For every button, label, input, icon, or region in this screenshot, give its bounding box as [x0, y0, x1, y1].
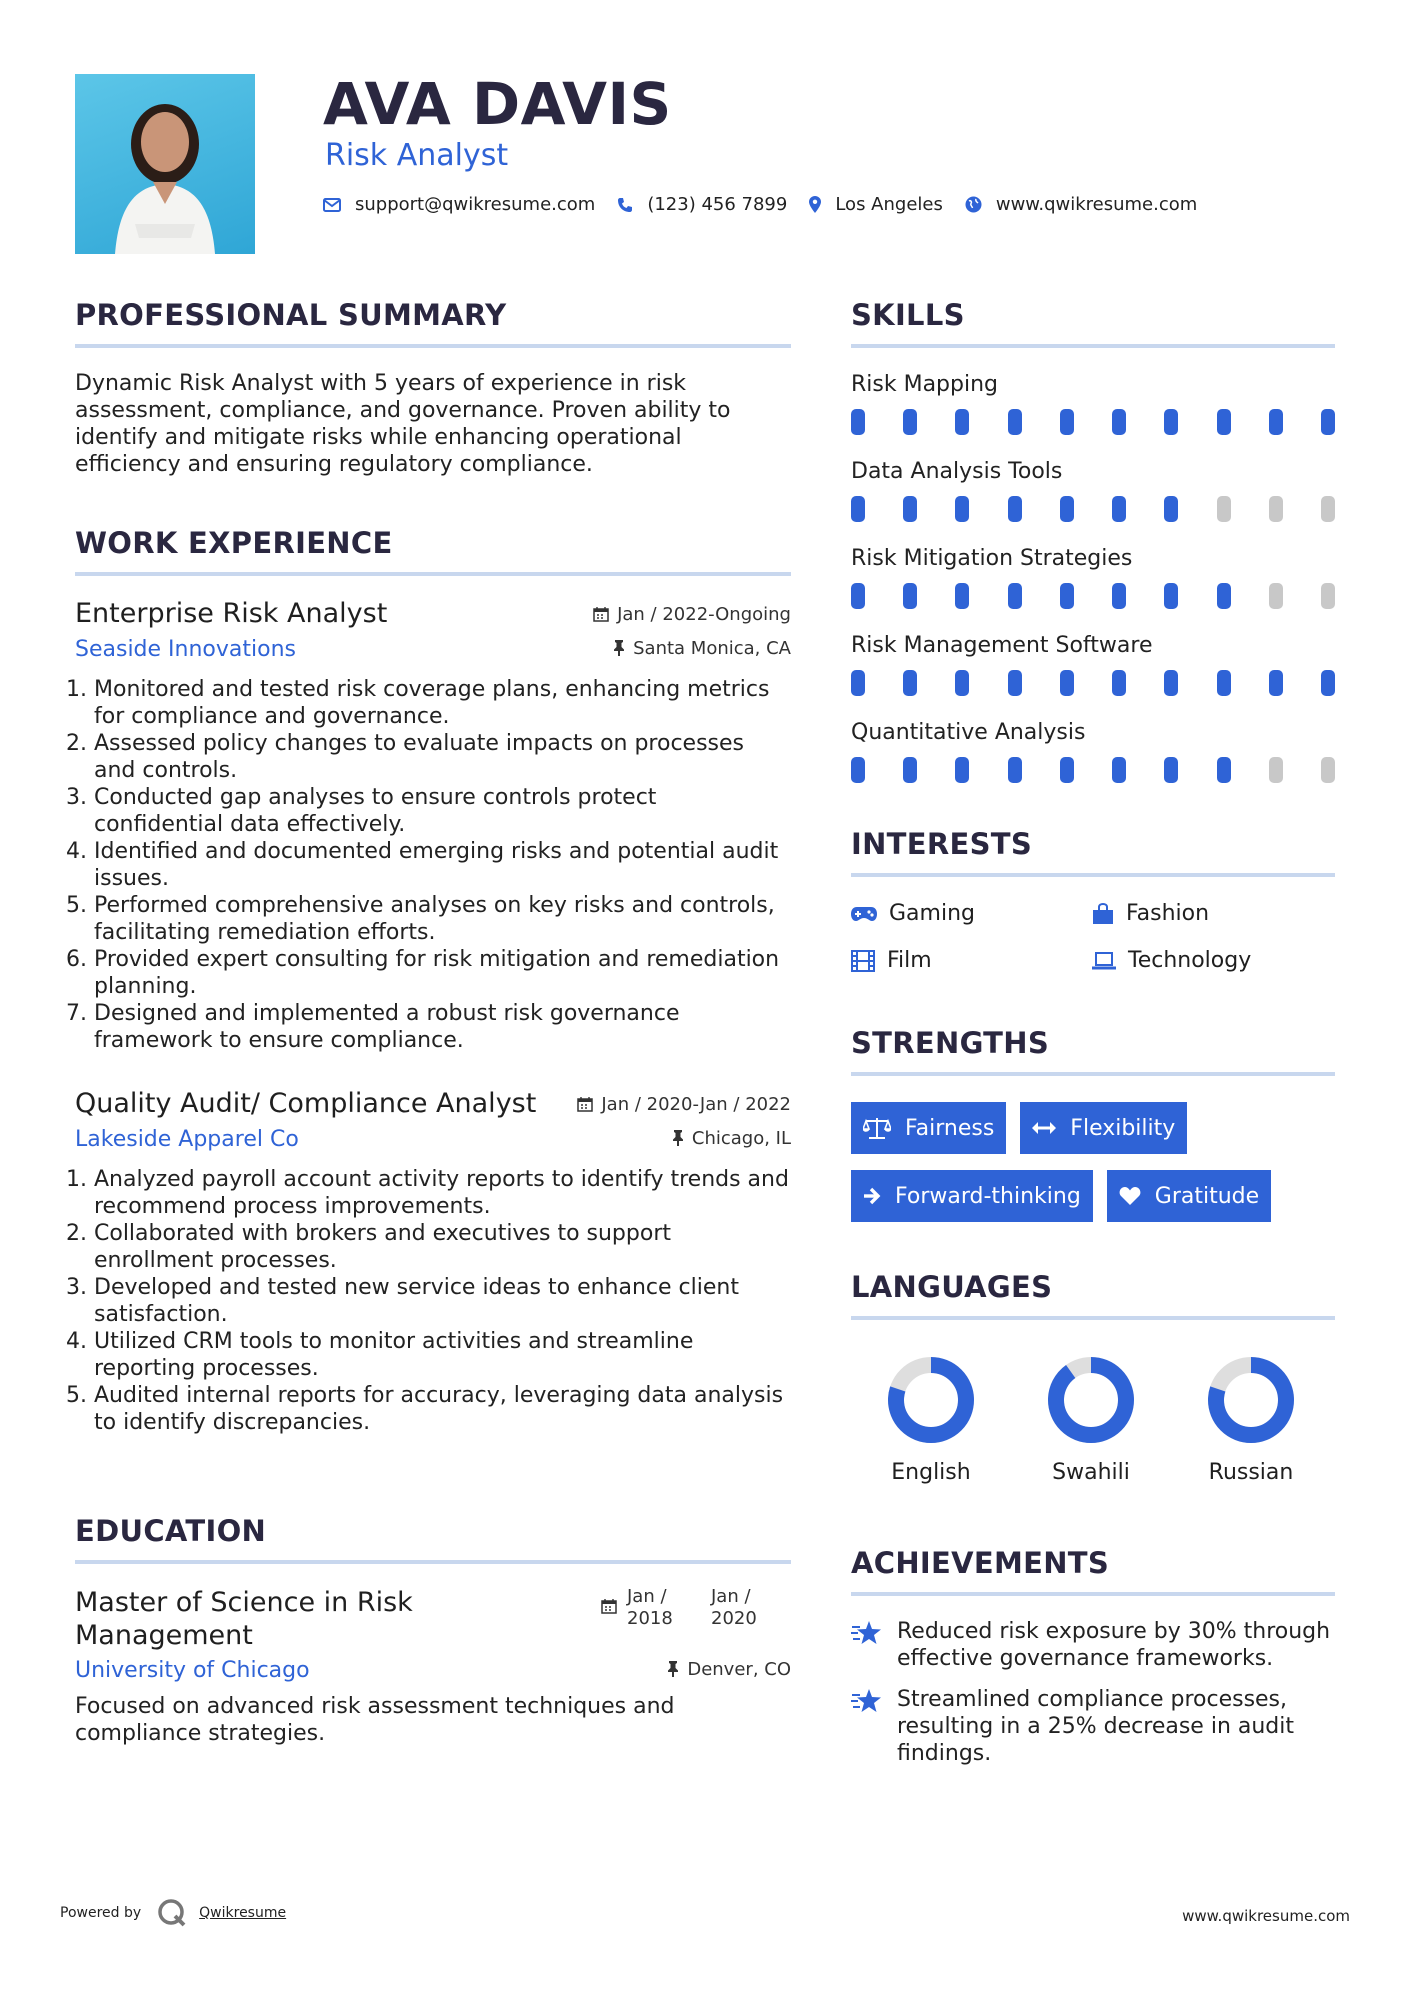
job-location: Santa Monica, CA [613, 638, 791, 659]
rating-dot-filled [1008, 757, 1022, 783]
rating-dot-filled [955, 409, 969, 435]
skill-rating [851, 496, 1335, 522]
calendar-icon [577, 1096, 593, 1112]
contact-phone[interactable] [617, 194, 787, 215]
rating-dot-filled [1008, 409, 1022, 435]
rating-dot-filled [1060, 583, 1074, 609]
rating-dot-filled [851, 409, 865, 435]
rating-dot-filled [1217, 757, 1231, 783]
language-ring [1047, 1356, 1135, 1444]
skills-heading: SKILLS [851, 298, 965, 332]
calendar-icon [601, 1598, 617, 1614]
contact-location [809, 194, 943, 215]
skill-rating [851, 583, 1335, 609]
skills-section [851, 298, 1335, 783]
strengths-heading: STRENGTHS [851, 1026, 1050, 1060]
achievements-heading: ACHIEVEMENTS [851, 1546, 1110, 1580]
email-text: support@qwikresume.com [355, 194, 596, 215]
list-item: 3. Developed and tested new service ideas to enhance client satisfaction. [94, 1274, 791, 1328]
languages-list [851, 1356, 1335, 1485]
degree-title: Master of Science in Risk Management [75, 1587, 413, 1651]
skill-rating [851, 409, 1335, 435]
list-item: 7. Designed and implemented a robust risk governance framework to ensure compliance. [94, 1000, 791, 1054]
experience-heading: WORK EXPERIENCE [75, 526, 393, 560]
language-name: Swahili [1052, 1460, 1130, 1485]
rating-dot-filled [851, 670, 865, 696]
company-name: Seaside Innovations [75, 637, 296, 662]
languages-section [851, 1270, 1335, 1485]
powered-by-text: Powered by [60, 1905, 142, 1921]
strength-tag: Fairness [851, 1102, 1006, 1154]
rating-dot-filled [1321, 670, 1335, 696]
language-item [851, 1356, 1011, 1485]
profile-photo [75, 74, 255, 254]
film-icon [851, 950, 875, 972]
pushpin-icon [672, 1130, 684, 1146]
list-item: 2. Collaborated with brokers and executives to support enrollment processes. [94, 1220, 791, 1274]
job-dates: Jan / 2022-Ongoing [593, 604, 791, 625]
rating-dot-filled [955, 496, 969, 522]
rating-dot-filled [1269, 670, 1283, 696]
job-bullets [75, 1166, 791, 1436]
location-text: Los Angeles [835, 194, 943, 215]
rating-dot-filled [955, 670, 969, 696]
rating-dot-filled [903, 409, 917, 435]
skill-rating [851, 757, 1335, 783]
rating-dot-filled [1060, 496, 1074, 522]
section-divider [851, 873, 1335, 877]
rating-dot-filled [1008, 583, 1022, 609]
education-dates: Jan / 2018 Jan / 2020 [601, 1586, 761, 1630]
strengths-section [851, 1026, 1335, 1222]
skill-name: Risk Management Software [851, 633, 1153, 658]
calendar-icon [593, 606, 609, 622]
section-divider [851, 344, 1335, 348]
interests-section [851, 827, 1335, 973]
education-description: Focused on advanced risk assessment techniques and compliance strategies. [75, 1694, 675, 1746]
star-icon [851, 1620, 883, 1646]
rating-dot-filled [903, 496, 917, 522]
summary-section [75, 298, 791, 478]
balance-scale-icon [863, 1117, 891, 1139]
skill-name: Risk Mapping [851, 372, 999, 397]
arrow-right-icon [863, 1187, 881, 1205]
contact-email[interactable] [323, 194, 595, 215]
star-icon [851, 1688, 883, 1714]
skill-name: Data Analysis Tools [851, 459, 1063, 484]
rating-dot-filled [1164, 409, 1178, 435]
languages-heading: LANGUAGES [851, 1270, 1053, 1304]
rating-dot-empty [1269, 757, 1283, 783]
qwikresume-logo-icon [157, 1898, 187, 1928]
rating-dot-filled [1164, 583, 1178, 609]
list-item: 1. Analyzed payroll account activity reports to identify trends and recommend process improvements. [94, 1166, 791, 1220]
website-text: www.qwikresume.com [995, 194, 1198, 215]
school-name: University of Chicago [75, 1658, 310, 1683]
section-divider [851, 1592, 1335, 1596]
rating-dot-filled [1060, 409, 1074, 435]
job-entry [75, 1088, 791, 1436]
envelope-icon [323, 198, 341, 212]
rating-dot-empty [1321, 583, 1335, 609]
rating-dot-filled [1112, 583, 1126, 609]
rating-dot-filled [955, 757, 969, 783]
job-entry [75, 598, 791, 1054]
achievement-item: Reduced risk exposure by 30% through effective governance frameworks. [851, 1618, 1335, 1672]
contact-website[interactable] [965, 194, 1197, 215]
footer-powered-by [60, 1898, 286, 1928]
rating-dot-filled [1060, 670, 1074, 696]
job-title: Quality Audit/ Compliance Analyst [75, 1088, 537, 1119]
skill-item [851, 372, 1335, 435]
language-item [1171, 1356, 1331, 1485]
language-item [1011, 1356, 1171, 1485]
rating-dot-filled [1217, 409, 1231, 435]
skill-item [851, 720, 1335, 783]
arrows-horizontal-icon [1032, 1121, 1056, 1135]
phone-text: (123) 456 7899 [647, 194, 788, 215]
rating-dot-empty [1321, 757, 1335, 783]
rating-dot-filled [851, 496, 865, 522]
rating-dot-filled [1217, 670, 1231, 696]
list-item: 4. Identified and documented emerging risks and potential audit issues. [94, 838, 791, 892]
summary-heading: PROFESSIONAL SUMMARY [75, 298, 507, 332]
skill-name: Risk Mitigation Strategies [851, 546, 1133, 571]
interests-grid [851, 901, 1335, 973]
rating-dot-filled [1112, 496, 1126, 522]
job-dates: Jan / 2020-Jan / 2022 [577, 1094, 791, 1115]
rating-dot-filled [851, 757, 865, 783]
rating-dot-filled [1112, 757, 1126, 783]
interests-heading: INTERESTS [851, 827, 1033, 861]
language-name: Russian [1208, 1460, 1294, 1485]
interest-item: Fashion [1092, 901, 1333, 926]
interest-item: Film [851, 948, 1092, 973]
achievements-section [851, 1546, 1335, 1767]
strength-tag: Gratitude [1107, 1170, 1271, 1222]
rating-dot-empty [1321, 496, 1335, 522]
list-item: 6. Provided expert consulting for risk mitigation and remediation planning. [94, 946, 791, 1000]
rating-dot-filled [1217, 583, 1231, 609]
company-name: Lakeside Apparel Co [75, 1127, 299, 1152]
laptop-icon [1092, 952, 1116, 970]
education-section [75, 1514, 791, 1747]
gamepad-icon [851, 906, 877, 922]
map-marker-icon [809, 196, 821, 213]
section-divider [75, 1560, 791, 1564]
list-item: 1. Monitored and tested risk coverage plans, enhancing metrics for compliance and governance. [94, 676, 791, 730]
ring-progress [1056, 1365, 1126, 1435]
section-divider [75, 572, 791, 576]
skills-list [851, 372, 1335, 783]
rating-dot-filled [903, 757, 917, 783]
strength-tag: Flexibility [1020, 1102, 1187, 1154]
rating-dot-filled [1269, 409, 1283, 435]
language-ring [1207, 1356, 1295, 1444]
language-ring [887, 1356, 975, 1444]
education-location: Denver, CO [667, 1659, 791, 1680]
rating-dot-filled [1008, 670, 1022, 696]
rating-dot-filled [1008, 496, 1022, 522]
rating-dot-filled [1060, 757, 1074, 783]
strengths-tags [851, 1102, 1335, 1222]
education-heading: EDUCATION [75, 1514, 267, 1548]
rating-dot-empty [1217, 496, 1231, 522]
strength-tag: Forward-thinking [851, 1170, 1093, 1222]
job-bullets [75, 676, 791, 1054]
summary-text: Dynamic Risk Analyst with 5 years of experience in risk assessment, compliance, and governance. Proven ability to identify and mitigate risks while enhancing operational efficiency and ensuring regulatory compliance. [75, 371, 731, 477]
rating-dot-filled [955, 583, 969, 609]
skill-rating [851, 670, 1335, 696]
skill-item [851, 546, 1335, 609]
skill-item [851, 459, 1335, 522]
candidate-name: AVA DAVIS [323, 70, 672, 138]
job-location: Chicago, IL [672, 1128, 791, 1149]
list-item: 5. Performed comprehensive analyses on key risks and controls, facilitating remediation efforts. [94, 892, 791, 946]
rating-dot-filled [1112, 409, 1126, 435]
list-item: 4. Utilized CRM tools to monitor activities and streamline reporting processes. [94, 1328, 791, 1382]
achievement-item: Streamlined compliance processes, resulting in a 25% decrease in audit findings. [851, 1686, 1335, 1767]
list-item: 2. Assessed policy changes to evaluate impacts on processes and controls. [94, 730, 791, 784]
language-name: English [891, 1460, 971, 1485]
rating-dot-filled [903, 670, 917, 696]
rating-dot-filled [1321, 409, 1335, 435]
job-title: Enterprise Risk Analyst [75, 598, 388, 629]
footer-website[interactable]: www.qwikresume.com [1182, 1907, 1350, 1925]
rating-dot-filled [1164, 670, 1178, 696]
globe-icon [965, 196, 982, 213]
skill-name: Quantitative Analysis [851, 720, 1086, 745]
heart-icon [1119, 1186, 1141, 1206]
list-item: 3. Conducted gap analyses to ensure controls protect confidential data effectively. [94, 784, 791, 838]
rating-dot-filled [851, 583, 865, 609]
rating-dot-empty [1269, 583, 1283, 609]
interest-item: Gaming [851, 901, 1092, 926]
list-item: 5. Audited internal reports for accuracy, leveraging data analysis to identify discrepancies. [94, 1382, 791, 1436]
section-divider [851, 1316, 1335, 1320]
skill-item [851, 633, 1335, 696]
pushpin-icon [613, 640, 625, 656]
contact-bar [323, 194, 1219, 215]
rating-dot-empty [1269, 496, 1283, 522]
experience-section [75, 526, 791, 1436]
rating-dot-filled [1164, 496, 1178, 522]
rating-dot-filled [1112, 670, 1126, 696]
shopping-bag-icon [1092, 903, 1114, 925]
section-divider [851, 1072, 1335, 1076]
pushpin-icon [667, 1661, 679, 1677]
candidate-title: Risk Analyst [325, 138, 509, 173]
section-divider [75, 344, 791, 348]
rating-dot-filled [1164, 757, 1178, 783]
interest-item: Technology [1092, 948, 1333, 973]
rating-dot-filled [903, 583, 917, 609]
phone-icon [617, 197, 633, 213]
qwikresume-link[interactable]: Qwikresume [199, 1905, 287, 1921]
